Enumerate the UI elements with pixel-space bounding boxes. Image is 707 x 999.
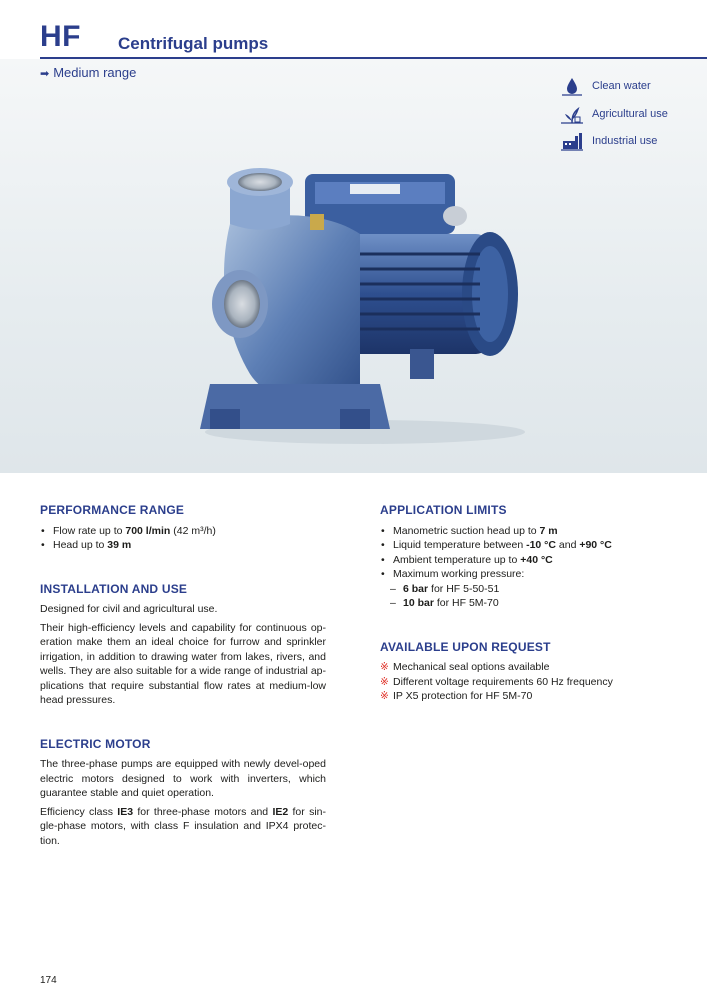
use-label: Clean water xyxy=(592,80,651,92)
paragraph: Designed for civil and agricultural use. xyxy=(40,603,218,615)
request-list xyxy=(380,660,670,704)
product-title: Centrifugal pumps xyxy=(118,34,269,53)
page-number: 174 xyxy=(40,975,57,986)
asterisk-icon: ※ xyxy=(380,661,389,673)
paragraph: Their high-efficiency levels and capability for continuous op-eration make them an ideal choice for furrow and sprinkler irrigation, in addition to drawing water from lakes, rivers, and wells. They are also suitable for a wide range of industrial ap-plications that require substantial flow rates at medium-low head pressures. xyxy=(40,621,326,706)
text-run: for three-phase motors and xyxy=(133,805,273,818)
item-text: Mechanical seal options available xyxy=(393,661,550,673)
item-value: +40 °C xyxy=(520,553,553,566)
plant-icon xyxy=(560,105,584,125)
right-column xyxy=(380,503,670,704)
use-agricultural xyxy=(560,105,700,127)
section-heading: ELECTRIC MOTOR xyxy=(40,736,151,751)
item-value: 7 m xyxy=(539,524,558,537)
list-item xyxy=(380,524,670,539)
asterisk-icon: ※ xyxy=(380,675,389,688)
section-heading: APPLICATION LIMITS xyxy=(380,503,507,517)
paragraph: The three-phase pumps are equipped with newly devel-oped electric motors designed to work with inverters, which guarantee stable and quiet operation. xyxy=(40,758,326,799)
item-text: Liquid temperature between xyxy=(393,539,527,551)
installation-section xyxy=(40,582,326,708)
list-item xyxy=(380,675,670,690)
item-text: Maximum working pressure: xyxy=(393,568,525,580)
list-item xyxy=(40,524,326,539)
efficiency-class: IE2 xyxy=(272,805,289,818)
text-run: Efficiency class xyxy=(40,805,118,818)
item-text: Manometric suction head up to xyxy=(393,524,540,537)
hero-image-panel xyxy=(0,59,707,473)
left-column xyxy=(40,503,326,852)
efficiency-class: IE3 xyxy=(117,805,134,818)
use-label: Agricultural use xyxy=(592,108,668,120)
item-text: (42 m³/h) xyxy=(170,524,216,537)
item-text: Flow rate up to xyxy=(53,524,126,537)
motor-section xyxy=(40,737,326,849)
use-industrial xyxy=(560,132,700,154)
list-item xyxy=(380,689,670,704)
range-text: Medium range xyxy=(53,65,137,80)
range-label xyxy=(40,65,136,82)
page-header xyxy=(0,0,707,58)
performance-section xyxy=(40,503,326,553)
item-value: -10 °C xyxy=(526,539,556,551)
limits-section xyxy=(380,503,670,611)
use-clean-water xyxy=(560,77,700,99)
item-value: +90 °C xyxy=(579,539,612,551)
item-text: IP X5 protection for HF 5M-70 xyxy=(393,690,533,702)
water-drop-icon xyxy=(560,77,584,97)
item-text: Different voltage requirements 60 Hz frequency xyxy=(393,675,613,688)
request-section xyxy=(380,640,670,704)
factory-icon xyxy=(560,132,584,152)
item-text: Ambient temperature up to xyxy=(393,553,521,566)
limits-list xyxy=(380,524,670,611)
list-item xyxy=(40,538,326,553)
item-text: Head up to xyxy=(53,539,108,551)
arrow-right-icon: ➡ xyxy=(40,68,50,80)
list-item xyxy=(380,538,670,553)
pump-illustration xyxy=(190,154,530,454)
performance-list xyxy=(40,524,326,553)
section-heading: INSTALLATION AND USE xyxy=(40,581,188,596)
section-heading: PERFORMANCE RANGE xyxy=(40,503,185,517)
asterisk-icon: ※ xyxy=(380,690,389,702)
item-value: 10 bar xyxy=(403,597,434,609)
item-text: for HF 5-50-51 xyxy=(428,582,500,595)
product-code: HF xyxy=(40,20,81,53)
item-value: 39 m xyxy=(107,539,132,551)
section-heading: AVAILABLE UPON REQUEST xyxy=(380,639,551,654)
paragraph xyxy=(40,805,326,849)
sub-list-item xyxy=(390,596,670,611)
item-text: and xyxy=(555,539,580,551)
sub-list-item xyxy=(390,582,670,597)
use-label: Industrial use xyxy=(592,135,658,147)
item-value: 700 l/min xyxy=(125,524,171,537)
text-run: for sin-gle-phase motors, with class F insulation and IPX4 protec-tion. xyxy=(40,805,326,847)
list-item xyxy=(380,567,670,582)
item-value: 6 bar xyxy=(403,582,429,595)
item-text: for HF 5M-70 xyxy=(433,597,499,609)
list-item xyxy=(380,660,670,675)
list-item xyxy=(380,553,670,568)
